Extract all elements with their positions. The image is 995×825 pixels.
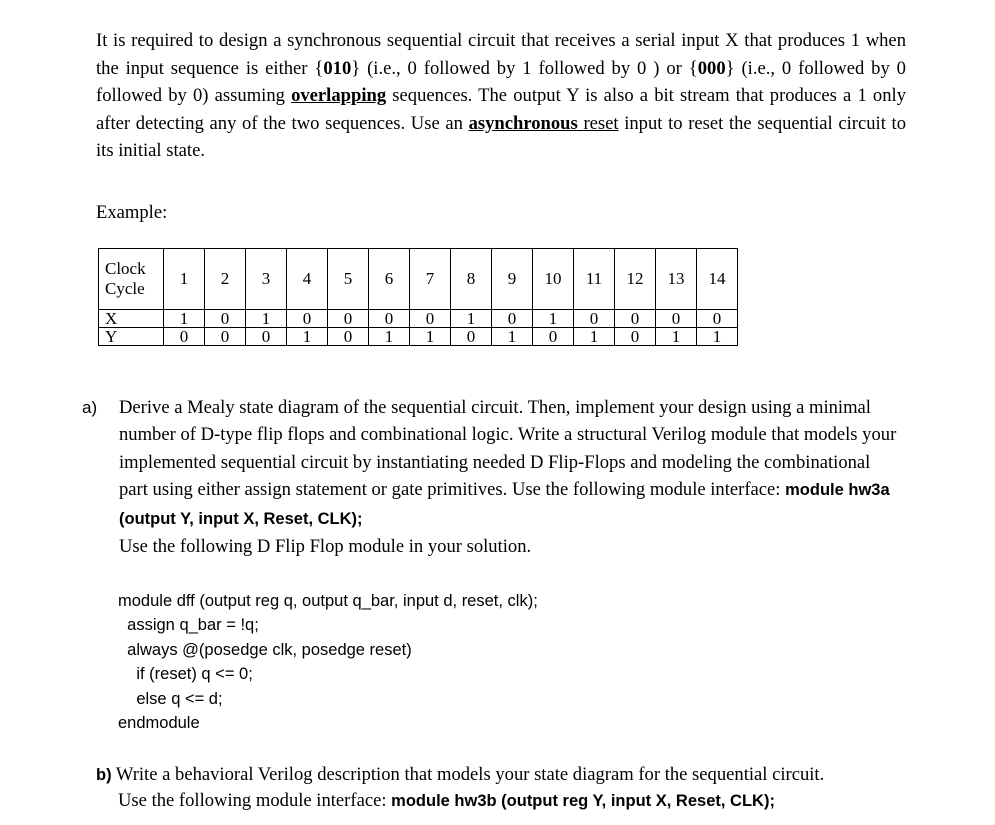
cycle-cell: 1 <box>164 249 205 310</box>
part-b-line-2 <box>118 788 916 814</box>
problem-statement <box>96 27 906 165</box>
x-value-cell: 1 <box>164 310 205 328</box>
cycle-cell: 3 <box>246 249 287 310</box>
hw3b-interface: module hw3b (output reg Y, input X, Reset, CLK); <box>391 792 775 810</box>
reset-term: reset <box>583 112 619 134</box>
y-value-cell: 0 <box>451 328 492 346</box>
dff-code-block <box>118 589 538 735</box>
cycle-label: Cycle <box>105 279 145 298</box>
cycle-cell: 2 <box>205 249 246 310</box>
part-a-text-2: Use the following D Flip Flop module in your solution. <box>119 536 532 558</box>
overlapping-term: overlapping <box>291 85 387 107</box>
x-value-cell: 1 <box>246 310 287 328</box>
part-a <box>82 394 902 560</box>
cycle-cell: 8 <box>451 249 492 310</box>
y-value-cell: 1 <box>369 328 410 346</box>
sequence-000: 000 <box>697 57 726 79</box>
cycle-cell: 4 <box>287 249 328 310</box>
code-line: assign q_bar = !q; <box>118 616 259 635</box>
intro-text-1: It is required to design a synchronous sequential circuit that receives a serial input X that produces 1 when the input sequence is either { <box>96 30 906 79</box>
y-value-cell: 0 <box>328 328 369 346</box>
cycle-cell: 13 <box>656 249 697 310</box>
cycle-cell: 7 <box>410 249 451 310</box>
part-b-marker: b) <box>96 766 112 784</box>
clock-cycle-row <box>99 249 738 310</box>
x-value-cell: 0 <box>697 310 738 328</box>
part-b-text-1: Write a behavioral Verilog description that models your state diagram for the sequential circuit. <box>111 764 825 785</box>
asynchronous-term: asynchronous <box>468 112 578 134</box>
x-value-cell: 0 <box>574 310 615 328</box>
y-value-cell: 1 <box>656 328 697 346</box>
part-a-text-1: Derive a Mealy state diagram of the sequential circuit. Then, implement your design using a minimal number of D-type flip flops and combinational logic. Write a structural Verilog module that models your implemented sequential circuit by instantiating needed D Flip-Flops and modeling the combinational part using either assign statement or gate primitives. Use the following module interface: <box>119 397 897 501</box>
clock-cycle-label <box>99 249 164 310</box>
y-value-cell: 0 <box>533 328 574 346</box>
cycle-cell: 12 <box>615 249 656 310</box>
x-row <box>99 310 738 328</box>
cycle-cell: 9 <box>492 249 533 310</box>
example-label: Example: <box>96 202 168 223</box>
code-line: else q <= d; <box>118 689 223 708</box>
x-label: X <box>99 310 164 328</box>
y-row <box>99 328 738 346</box>
y-value-cell: 0 <box>615 328 656 346</box>
clock-label: Clock <box>105 259 146 278</box>
cycle-cell: 14 <box>697 249 738 310</box>
cycle-cell: 10 <box>533 249 574 310</box>
y-value-cell: 1 <box>574 328 615 346</box>
code-line: always @(posedge clk, posedge reset) <box>118 640 412 659</box>
intro-text-6: input to reset the sequential circuit to its initial state. <box>96 112 906 162</box>
part-b-text-2: Use the following module interface: <box>118 790 392 811</box>
y-value-cell: 0 <box>205 328 246 346</box>
y-value-cell: 1 <box>410 328 451 346</box>
sequence-010: 010 <box>323 57 352 79</box>
sequence-table <box>98 248 738 346</box>
x-value-cell: 0 <box>287 310 328 328</box>
hw3a-interface: module hw3a (output Y, input X, Reset, CLK); <box>119 481 890 528</box>
y-label: Y <box>99 328 164 346</box>
intro-text-2: } (i.e., 0 followed by 1 followed by 0 ) or { <box>351 57 698 79</box>
intro-text-4: sequences. The output Y is also a bit stream that produces a 1 only after detecting any of the two sequences. Use an <box>96 85 906 134</box>
x-value-cell: 0 <box>369 310 410 328</box>
code-line: endmodule <box>118 714 200 733</box>
x-value-cell: 1 <box>533 310 574 328</box>
y-value-cell: 0 <box>164 328 205 346</box>
part-a-marker: a) <box>82 398 98 417</box>
x-value-cell: 1 <box>451 310 492 328</box>
code-line: if (reset) q <= 0; <box>118 665 253 684</box>
x-value-cell: 0 <box>410 310 451 328</box>
cycle-cell: 6 <box>369 249 410 310</box>
part-a-body <box>119 394 902 560</box>
cycle-cell: 5 <box>328 249 369 310</box>
x-value-cell: 0 <box>205 310 246 328</box>
intro-text-3: } (i.e., 0 followed by 0 followed by 0) assuming <box>96 57 906 107</box>
y-value-cell: 0 <box>246 328 287 346</box>
x-value-cell: 0 <box>656 310 697 328</box>
y-value-cell: 1 <box>287 328 328 346</box>
part-b <box>96 762 916 814</box>
y-value-cell: 1 <box>492 328 533 346</box>
y-value-cell: 1 <box>697 328 738 346</box>
x-value-cell: 0 <box>615 310 656 328</box>
x-value-cell: 0 <box>492 310 533 328</box>
cycle-cell: 11 <box>574 249 615 310</box>
code-line: module dff (output reg q, output q_bar, input d, reset, clk); <box>118 592 538 610</box>
x-value-cell: 0 <box>328 310 369 328</box>
